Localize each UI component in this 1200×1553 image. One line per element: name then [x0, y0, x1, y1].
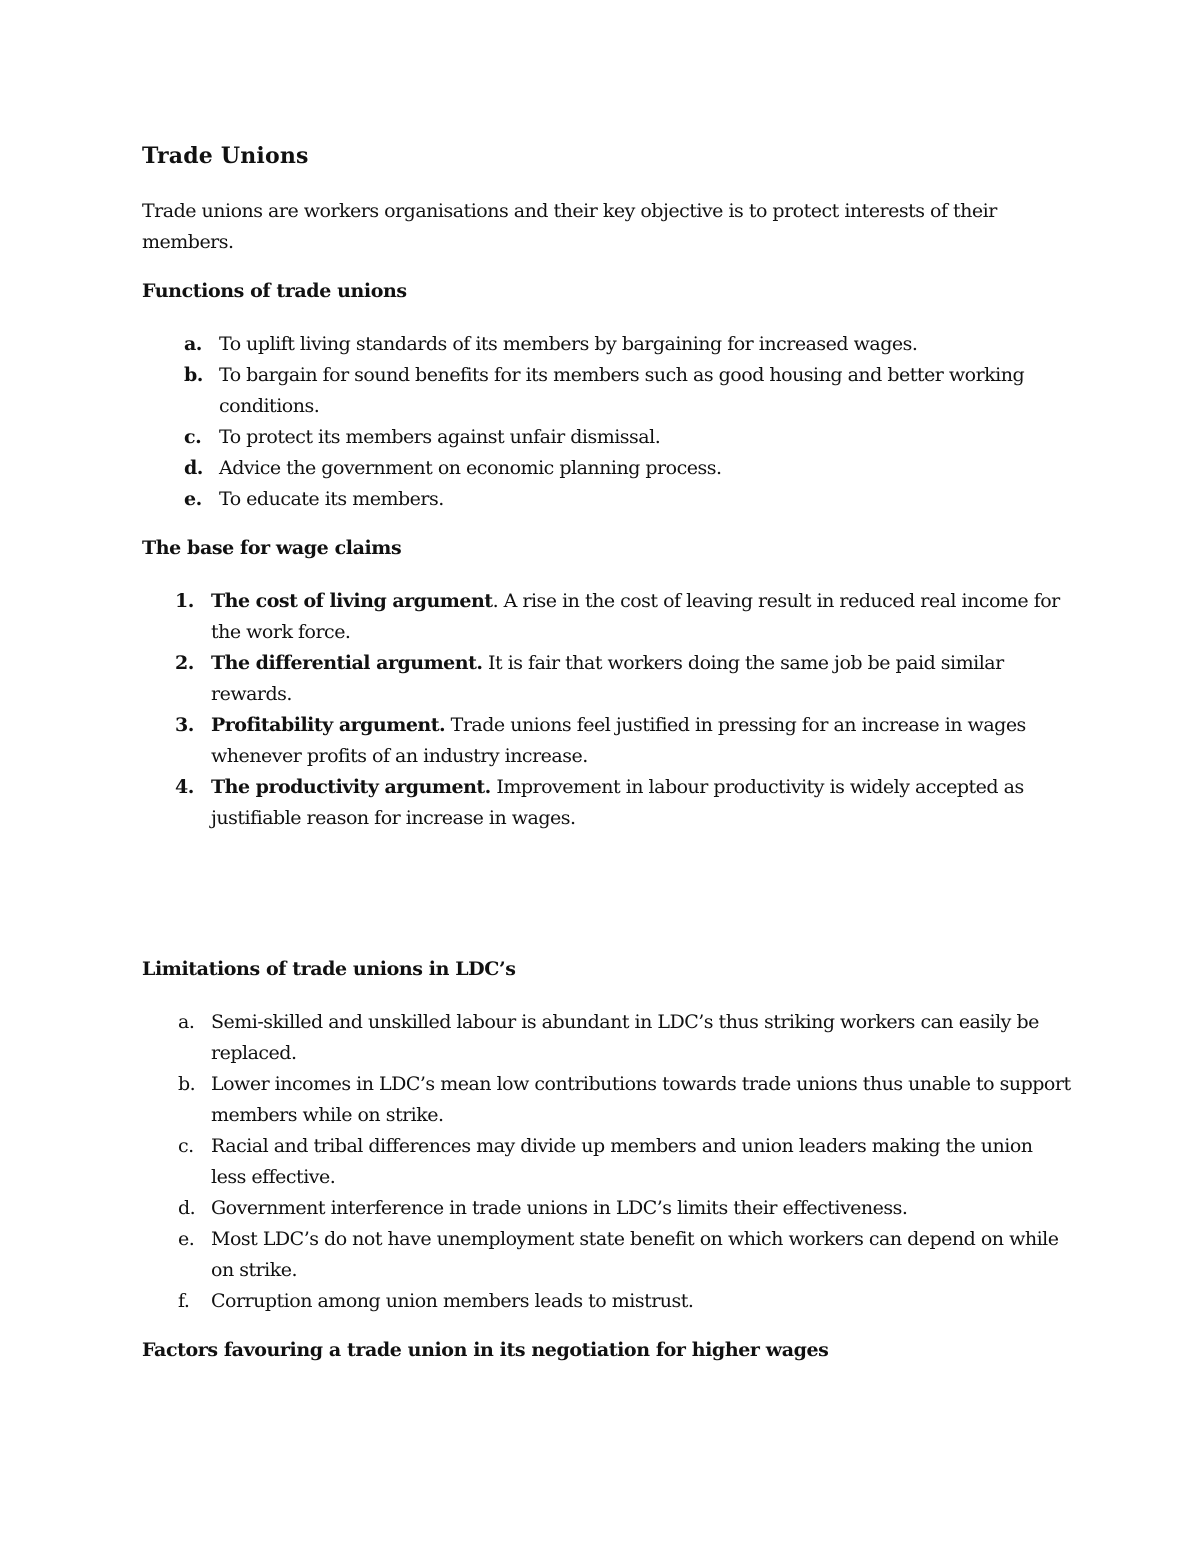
list-marker: e.	[184, 488, 202, 510]
list-item-text: To protect its members against unfair dismissal.	[219, 426, 661, 448]
list-item	[142, 648, 1071, 710]
list-item-text: To educate its members.	[219, 488, 444, 510]
list-item-text: Most LDC’s do not have unemployment state benefit on which workers can depend on while on strike.	[211, 1228, 1059, 1281]
page-title: Trade Unions	[142, 143, 309, 169]
intro-paragraph: Trade unions are workers organisations and their key objective is to protect interests of their members.	[142, 200, 997, 253]
argument-title: The differential argument.	[211, 652, 483, 674]
list-item	[142, 453, 1079, 484]
factors-heading: Factors favouring a trade union in its negotiation for higher wages	[142, 1339, 829, 1361]
argument-title: The productivity argument.	[211, 776, 491, 798]
limitations-list	[142, 1007, 1071, 1317]
wage-claims-heading: The base for wage claims	[142, 537, 402, 559]
functions-list	[142, 329, 1079, 515]
list-item-text: To bargain for sound benefits for its members such as good housing and better working conditions.	[219, 364, 1025, 417]
list-item-text: Racial and tribal differences may divide up members and union leaders making the union less effective.	[211, 1135, 1033, 1188]
list-item	[142, 422, 1079, 453]
list-item-text: Corruption among union members leads to mistrust.	[211, 1290, 694, 1312]
list-marker: c.	[178, 1135, 194, 1157]
list-item-text: Semi-skilled and unskilled labour is abundant in LDC’s thus striking workers can easily be replaced.	[211, 1011, 1039, 1064]
list-item	[142, 586, 1071, 648]
list-item	[142, 710, 1071, 772]
list-marker: e.	[178, 1228, 195, 1250]
list-item-text: Improvement in labour productivity is widely accepted as justifiable reason for increase in wages.	[211, 776, 1024, 829]
list-marker: d.	[184, 457, 203, 479]
functions-heading: Functions of trade unions	[142, 280, 407, 302]
list-marker: a.	[184, 333, 202, 355]
list-marker: c.	[184, 426, 202, 448]
list-marker: b.	[184, 364, 203, 386]
list-item-text: Advice the government on economic planning process.	[219, 457, 722, 479]
list-item-text: To uplift living standards of its members by bargaining for increased wages.	[219, 333, 918, 355]
list-marker: b.	[178, 1073, 196, 1095]
wage-claims-list	[142, 586, 1071, 834]
limitations-heading: Limitations of trade unions in LDC’s	[142, 958, 516, 980]
list-item	[142, 1286, 1071, 1317]
list-item	[142, 360, 1079, 422]
list-item	[142, 329, 1079, 360]
list-item	[142, 1069, 1071, 1131]
argument-title: The cost of living argument	[211, 590, 493, 612]
list-item	[142, 1224, 1071, 1286]
list-item-text: It is fair that workers doing the same job be paid similar rewards.	[211, 652, 1004, 705]
list-marker: a.	[178, 1011, 195, 1033]
list-item-text: Lower incomes in LDC’s mean low contributions towards trade unions thus unable to support members while on strike.	[211, 1073, 1071, 1126]
list-item-text: . A rise in the cost of leaving result in reduced real income for the work force.	[211, 590, 1060, 643]
list-item	[142, 772, 1071, 834]
list-marker: f.	[178, 1290, 190, 1312]
list-item	[142, 1193, 1071, 1224]
list-marker: 1.	[175, 590, 194, 612]
list-item	[142, 1131, 1071, 1193]
list-marker: 2.	[175, 652, 194, 674]
list-item	[142, 484, 1079, 515]
list-marker: d.	[178, 1197, 196, 1219]
list-marker: 4.	[175, 776, 194, 798]
list-marker: 3.	[175, 714, 194, 736]
argument-title: Profitability argument.	[211, 714, 446, 736]
list-item-text: Trade unions feel justified in pressing for an increase in wages whenever profits of an industry increase.	[211, 714, 1026, 767]
list-item-text: Government interference in trade unions in LDC’s limits their effectiveness.	[211, 1197, 908, 1219]
list-item	[142, 1007, 1071, 1069]
